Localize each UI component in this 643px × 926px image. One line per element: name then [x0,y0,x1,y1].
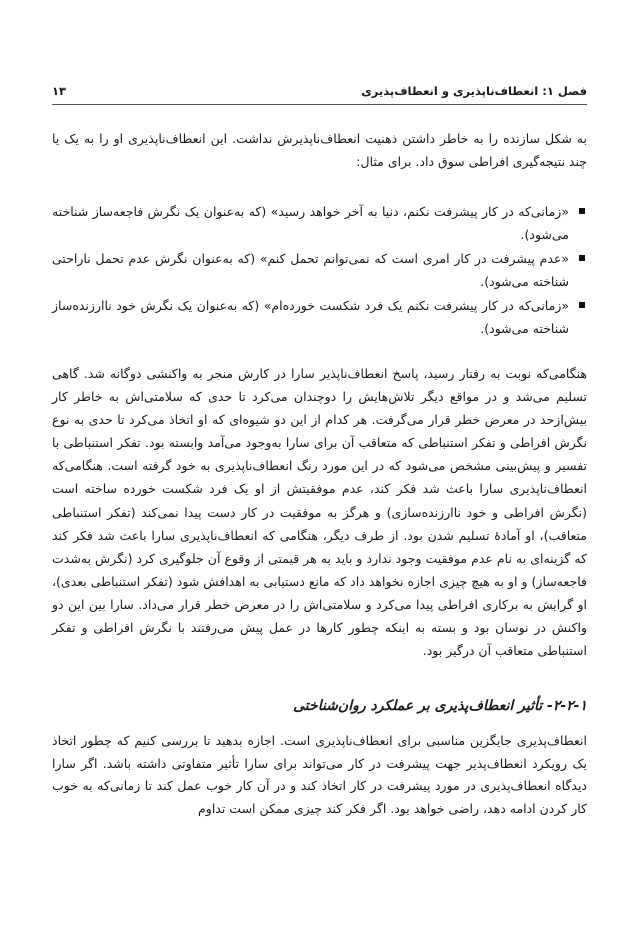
list-item [52,200,587,246]
bullet-icon [579,255,585,261]
list-item-text: «زمانی‌که در کار پیشرفت نکنم یک فرد شکست خورده‌ام» (که به‌عنوان یک نگرش خود ناارزنده‌ساز شناخته می‌شود). [52,298,569,336]
main-paragraph: هنگامی‌که نوبت به رفتار رسید، پاسخ انعطاف‌ناپذیر سارا در کارش منجر به واکنشی دوگانه شد. گاهی تسلیم می‌شد و در مواقع دیگر تلاش‌هایش را دوچندان می‌کرد تا حدی که سلامتی‌اش به خاطر کار بیش‌ازحد در معرض خطر قرار می‌گرفت. هر کدام از این دو شیوه‌ای که او اتخاذ می‌کرد تا حدی به نوع نگرش افراطی و تفکر استنباطی که متعاقب آن برای سارا به‌وجود می‌آمد وابسته بود. تفکر استنباطی با تفسیر و پیش‌بینی مشخص می‌شود که در این مورد رنگ انعطاف‌ناپذیری به خود گرفته است. هنگامی‌که انعطاف‌ناپذیری سارا باعث شد فکر کند، عدم موفقیتش از او یک فرد شکست خورده ساخته است (نگرش افراطی و خود ناارزنده‌سازی) و هرگز به موفقیت در کار دست پیدا نمی‌کند (تفکر استنباطی متعاقب)، او آمادهٔ تسلیم شدن بود. از طرف دیگر، هنگامی که انعطاف‌ناپذیری سارا باعث شد فکر کند که گزینه‌ای به نام عدم موفقیت وجود ندارد و باید به هر قیمتی از وقوع آن جلوگیری کرد (نگرش به‌شدت فاجعه‌ساز) و او به هیچ چیزی اجازه نخواهد داد که مانع دستیابی به اهدافش شود (تفکر استنباطی بعدی)، او گرایش به برکاری افراطی پیدا می‌کرد و سلامتی‌اش را در معرض خطر قرار می‌داد. سارا بین این دو واکنش در نوسان بود و بسته به اینکه چطور کارها در عمل پیش می‌رفتند با نگرش افراطی و تفکر استنباطی متعاقب آن درگیر بود. [52,366,587,659]
section-heading: ۲-۲-۱- تأثیر انعطاف‌پذیری بر عملکرد روان‌شناختی [293,698,587,714]
chapter-title: فصل ۱: انعطاف‌ناپذیری و انعطاف‌پذیری [361,84,587,98]
list-item [52,294,587,340]
section-paragraph: انعطاف‌پذیری جایگزین مناسبی برای انعطاف‌ناپذیری است. اجازه بدهید تا بررسی کنیم که چطور اتخاذ یک رویکرد انعطاف‌پذیر جهت پیشرفت در کار می‌تواند برای سارا تأثیر متفاوتی داشته باشد. اگر سارا دیدگاه انعطاف‌پذیری در مورد پیشرفت در کار اتخاذ کند و در آن کار خوب عمل کند تا زمانی‌که به خوب کار کردن ادامه دهد، راضی خواهد بود. اگر فکر کند چیزی ممکن است تداوم [52,733,587,816]
running-header [52,84,587,102]
bullet-icon [579,208,585,214]
list-item-text: «عدم پیشرفت در کار امری است که نمی‌توانم تحمل کنم» (که به‌عنوان نگرش عدم تحمل ناراحتی شناخته می‌شود). [52,251,569,289]
list-item [52,247,587,293]
bullet-icon [579,302,585,308]
list-item-text: «زمانی‌که در کار پیشرفت نکنم، دنیا به آخر خواهد رسید» (که به‌عنوان یک نگرش فاجعه‌ساز شناخته می‌شود). [52,204,569,242]
example-list [52,200,587,341]
intro-paragraph: به شکل سازنده را به خاطر داشتن ذهنیت انعطاف‌ناپذیرش نداشت. این انعطاف‌ناپذیری او را به یک یا چند نتیجه‌گیری افراطی سوق داد. برای مثال: [52,131,587,169]
page-number: ۱۳ [52,84,67,98]
header-divider [52,104,587,105]
